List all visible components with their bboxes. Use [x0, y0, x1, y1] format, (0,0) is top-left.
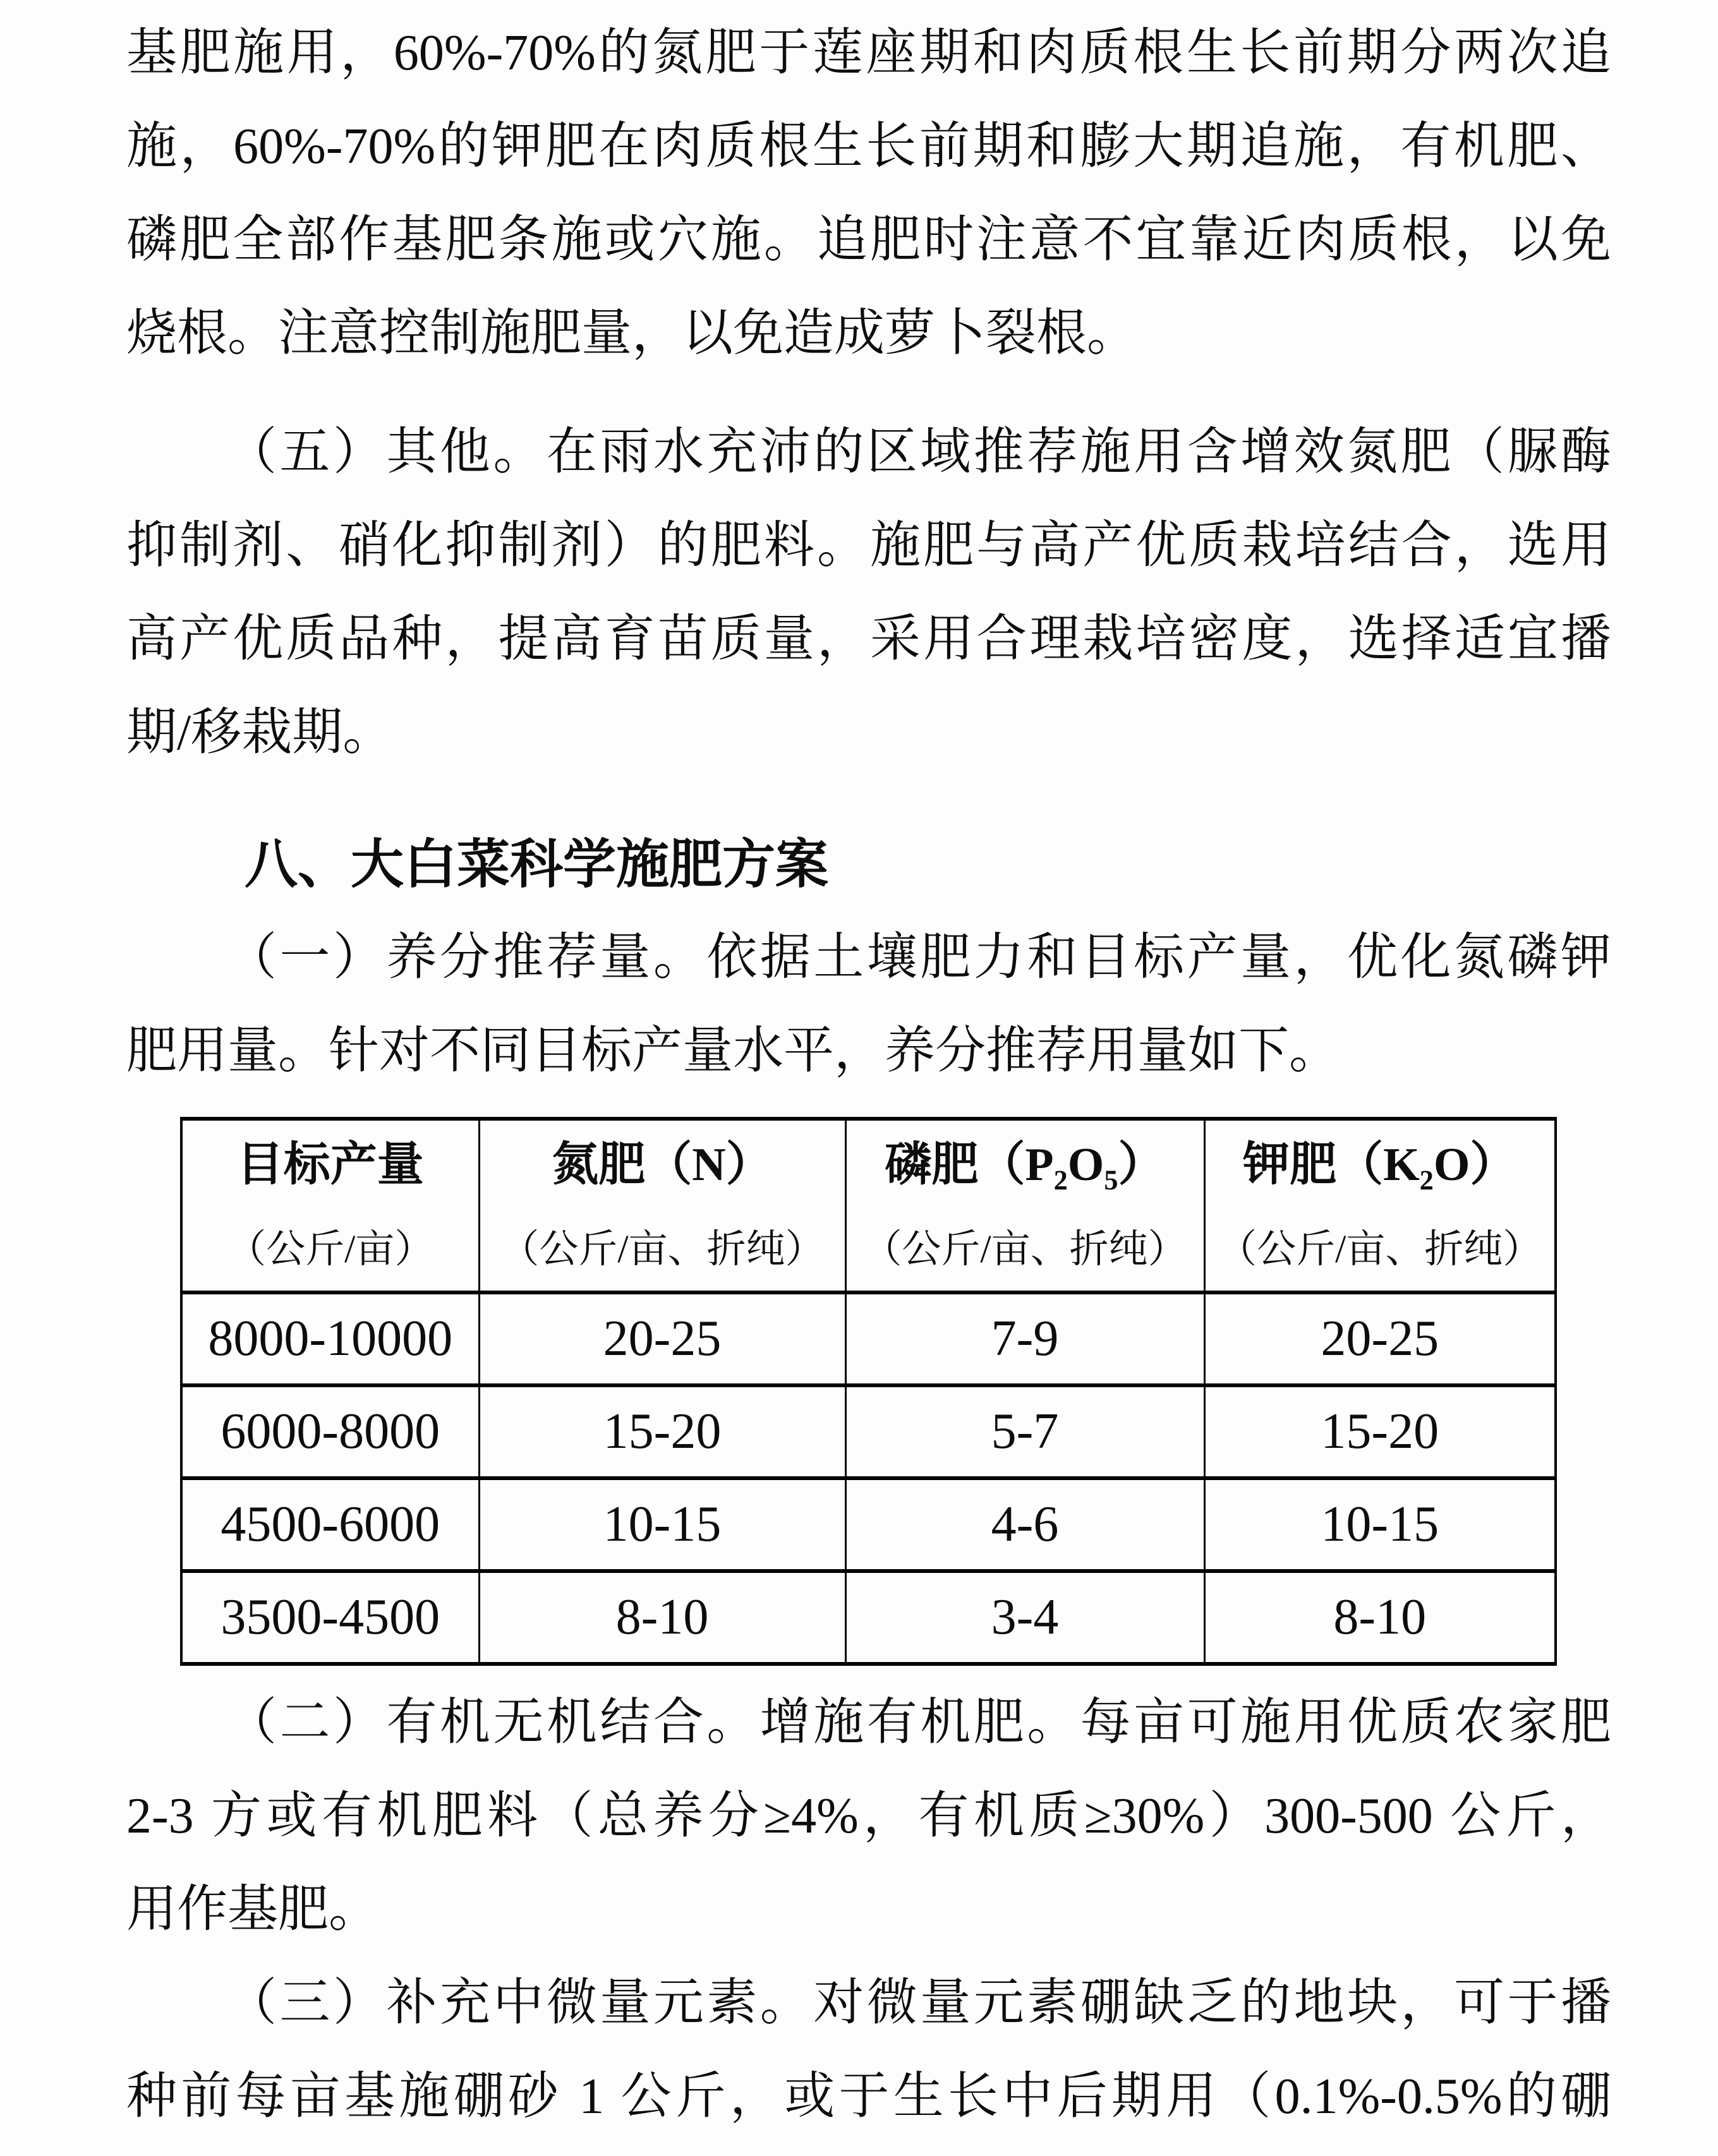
- table-cell: 10-15: [1204, 1478, 1556, 1571]
- text-line: 施，60%-70%的钾肥在肉质根生长前期和膨大期追施，有机肥、: [126, 119, 1611, 174]
- table-cell: 6000-8000: [181, 1385, 479, 1478]
- table-cell: 20-25: [1204, 1292, 1556, 1385]
- header-unit: （公斤/亩、折纯）: [862, 1227, 1187, 1271]
- header-unit: （公斤/亩、折纯）: [1218, 1227, 1542, 1271]
- paragraph-continued: [126, 6, 1611, 380]
- text-line: （三）补充中微量元素。对微量元素硼缺乏的地块，可于播: [226, 1975, 1611, 2031]
- nutrient-recommendation-table: [180, 1117, 1557, 1666]
- text-line: 磷肥全部作基肥条施或穴施。追肥时注意不宜靠近肉质根，以免: [126, 212, 1611, 268]
- table-cell: 3-4: [845, 1571, 1204, 1664]
- text-line: 烧根。注意控制施肥量，以免造成萝卜裂根。: [126, 306, 1137, 361]
- header-nitrogen: [479, 1119, 845, 1292]
- text-line: （五）其他。在雨水充沛的区域推荐施用含增效氮肥（脲酶: [226, 425, 1611, 480]
- text-line: （二）有机无机结合。增施有机肥。每亩可施用优质农家肥: [226, 1695, 1611, 1750]
- table-row: [181, 1571, 1556, 1664]
- table-cell: 4500-6000: [181, 1478, 479, 1571]
- table-cell: 8-10: [479, 1571, 845, 1664]
- header-title: 氮肥（N）: [552, 1138, 773, 1191]
- header-unit: （公斤/亩、折纯）: [500, 1227, 825, 1271]
- header-target-yield: [181, 1119, 479, 1292]
- text-line: 抑制剂、硝化抑制剂）的肥料。施肥与高产优质栽培结合，选用: [126, 518, 1611, 574]
- table-cell: 15-20: [479, 1385, 845, 1478]
- text-line: 2-3 方或有机肥料（总养分≥4%，有机质≥30%）300-500 公斤，: [126, 1788, 1611, 1844]
- table-cell: 8-10: [1204, 1571, 1556, 1664]
- table-cell: 4-6: [845, 1478, 1204, 1571]
- table-cell: 7-9: [845, 1292, 1204, 1385]
- table-row: [181, 1478, 1556, 1571]
- table-cell: 15-20: [1204, 1385, 1556, 1478]
- text-line: 种前每亩基施硼砂 1 公斤，或于生长中后期用（0.1%-0.5%的硼: [126, 2069, 1611, 2124]
- header-title: 磷肥（P₂O₅）: [885, 1138, 1165, 1191]
- header-phosphate: [845, 1119, 1204, 1292]
- text-line: 期/移栽期。: [126, 705, 394, 761]
- table-cell: 5-7: [845, 1385, 1204, 1478]
- table-cell: 8000-10000: [181, 1292, 479, 1385]
- paragraph-nutrient-recommendation: [126, 911, 1611, 1098]
- header-unit: （公斤/亩）: [227, 1227, 434, 1271]
- text-line: 肥用量。针对不同目标产量水平，养分推荐用量如下。: [126, 1023, 1340, 1079]
- text-line: 高产优质品种，提高育苗质量，采用合理栽培密度，选择适宜播: [126, 611, 1611, 667]
- table-cell: 20-25: [479, 1292, 845, 1385]
- text-line: 用作基肥。: [126, 1882, 379, 1937]
- text-line: 基肥施用，60%-70%的氮肥于莲座期和肉质根生长前期分两次追: [126, 25, 1611, 81]
- text-line: （一）养分推荐量。依据土壤肥力和目标产量，优化氮磷钾: [226, 930, 1611, 985]
- paragraph-other: [126, 406, 1611, 780]
- header-potash: [1204, 1119, 1556, 1292]
- table-cell: 3500-4500: [181, 1571, 479, 1664]
- table-header-row: [181, 1119, 1556, 1292]
- table-cell: 10-15: [479, 1478, 845, 1571]
- header-title: 钾肥（K₂O）: [1243, 1138, 1517, 1191]
- table-row: [181, 1292, 1556, 1385]
- section-heading: 八、大白菜科学施肥方案: [245, 834, 829, 894]
- table-row: [181, 1385, 1556, 1478]
- paragraph-organic: [126, 1676, 1611, 1956]
- header-title: 目标产量: [236, 1138, 424, 1191]
- paragraph-micronutrients: [126, 1956, 1611, 2143]
